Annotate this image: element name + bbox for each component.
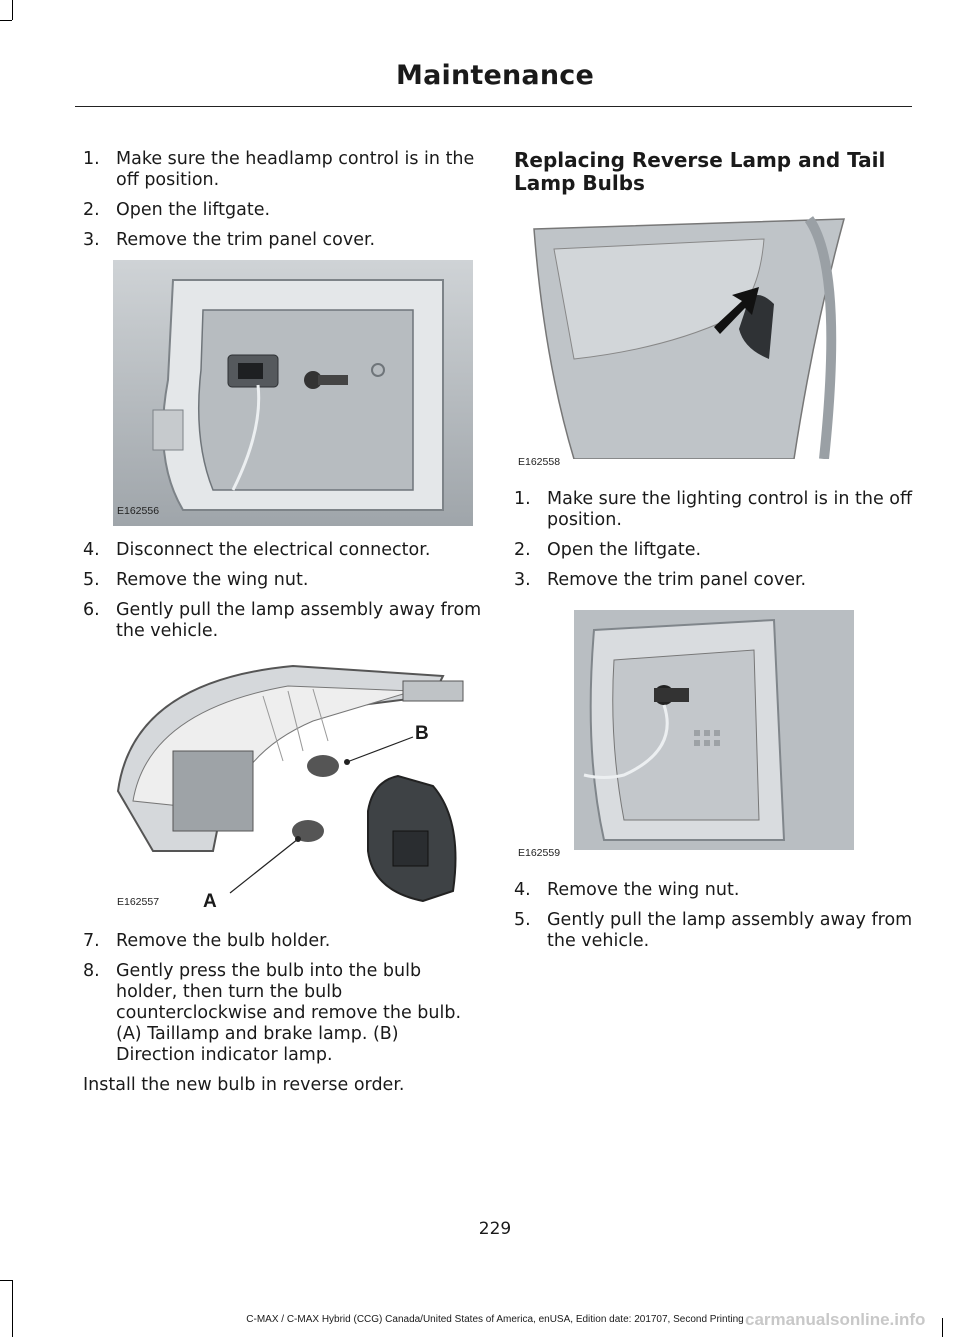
list-item [514, 910, 914, 952]
step-number: 2. [83, 200, 100, 220]
footer-edition-info: C-MAX / C-MAX Hybrid (CCG) Canada/United States of America, enUSA, Edition date: 201707, Second Printing [246, 1314, 744, 1325]
watermark: carmanualsonline.info [745, 1310, 926, 1329]
steps-list [83, 540, 483, 642]
list-item [514, 489, 914, 531]
step-text: Open the liftgate. [547, 540, 702, 560]
step-number: 1. [83, 149, 100, 169]
step-text: Make sure the lighting control is in the off position. [547, 489, 913, 530]
step-number: 1. [514, 489, 531, 509]
step-number: 7. [83, 931, 100, 951]
step-text: Remove the trim panel cover. [116, 230, 376, 250]
figure-liftgate-trim [514, 209, 874, 475]
step-text: Remove the wing nut. [547, 880, 740, 900]
step-number: 8. [83, 961, 100, 981]
page-title: Maintenance [396, 60, 594, 91]
left-column [83, 149, 483, 1105]
step-text: Remove the bulb holder. [116, 931, 331, 951]
step-text: Remove the trim panel cover. [547, 570, 807, 590]
step-text: Gently pull the lamp assembly away from the vehicle. [116, 600, 482, 641]
step-text: Remove the wing nut. [116, 570, 309, 590]
wing-nut-illustration [514, 600, 854, 866]
callout-label-b: B [415, 723, 429, 744]
crop-mark [0, 20, 12, 21]
crop-mark [12, 0, 13, 20]
steps-list [514, 489, 914, 591]
step-number: 6. [83, 600, 100, 620]
list-item [83, 961, 483, 1066]
list-item [514, 540, 914, 561]
step-number: 2. [514, 540, 531, 560]
right-column [514, 149, 914, 961]
section-heading: Replacing Reverse Lamp and Tail Lamp Bulbs [514, 148, 886, 195]
figure-lamp-assembly-bulbs [113, 651, 473, 917]
step-text: Make sure the headlamp control is in the off position. [116, 149, 475, 190]
step-number: 5. [514, 910, 531, 930]
step-text: Disconnect the electrical connector. [116, 540, 431, 560]
step-number: 3. [83, 230, 100, 250]
list-item [514, 570, 914, 591]
list-item [83, 570, 483, 591]
callout-label-a: A [203, 891, 217, 912]
step-number: 4. [83, 540, 100, 560]
step-text: Gently press the bulb into the bulb holder, then turn the bulb counterclockwise and remove the bulb. (A) Taillamp and brake lamp. (B) Direction indicator lamp. [116, 961, 462, 1065]
page-number: 229 [478, 1219, 512, 1239]
list-item [83, 230, 483, 251]
crop-mark [12, 1280, 13, 1337]
step-number: 5. [83, 570, 100, 590]
list-item [83, 200, 483, 221]
list-item [83, 600, 483, 642]
list-item [83, 931, 483, 952]
step-text: Open the liftgate. [116, 200, 271, 220]
lamp-assembly-illustration [113, 651, 473, 917]
step-number: 3. [514, 570, 531, 590]
steps-list [514, 880, 914, 952]
list-item [83, 540, 483, 561]
crop-mark [0, 1280, 12, 1281]
figure-code: E162557 [117, 896, 160, 908]
step-text: Gently pull the lamp assembly away from the vehicle. [547, 910, 913, 951]
closing-paragraph: Install the new bulb in reverse order. [83, 1075, 405, 1095]
list-item [514, 880, 914, 901]
liftgate-illustration [514, 209, 874, 475]
steps-list [83, 149, 483, 251]
figure-code: E162559 [518, 847, 561, 859]
figure-lamp-wing-nut [514, 600, 854, 866]
steps-list [83, 931, 483, 1066]
figure-trim-panel-connector [113, 260, 473, 526]
list-item [83, 149, 483, 191]
step-number: 4. [514, 880, 531, 900]
figure-code: E162558 [518, 456, 561, 468]
header-divider [75, 106, 912, 107]
trim-panel-illustration [113, 260, 473, 526]
figure-code: E162556 [117, 505, 160, 517]
